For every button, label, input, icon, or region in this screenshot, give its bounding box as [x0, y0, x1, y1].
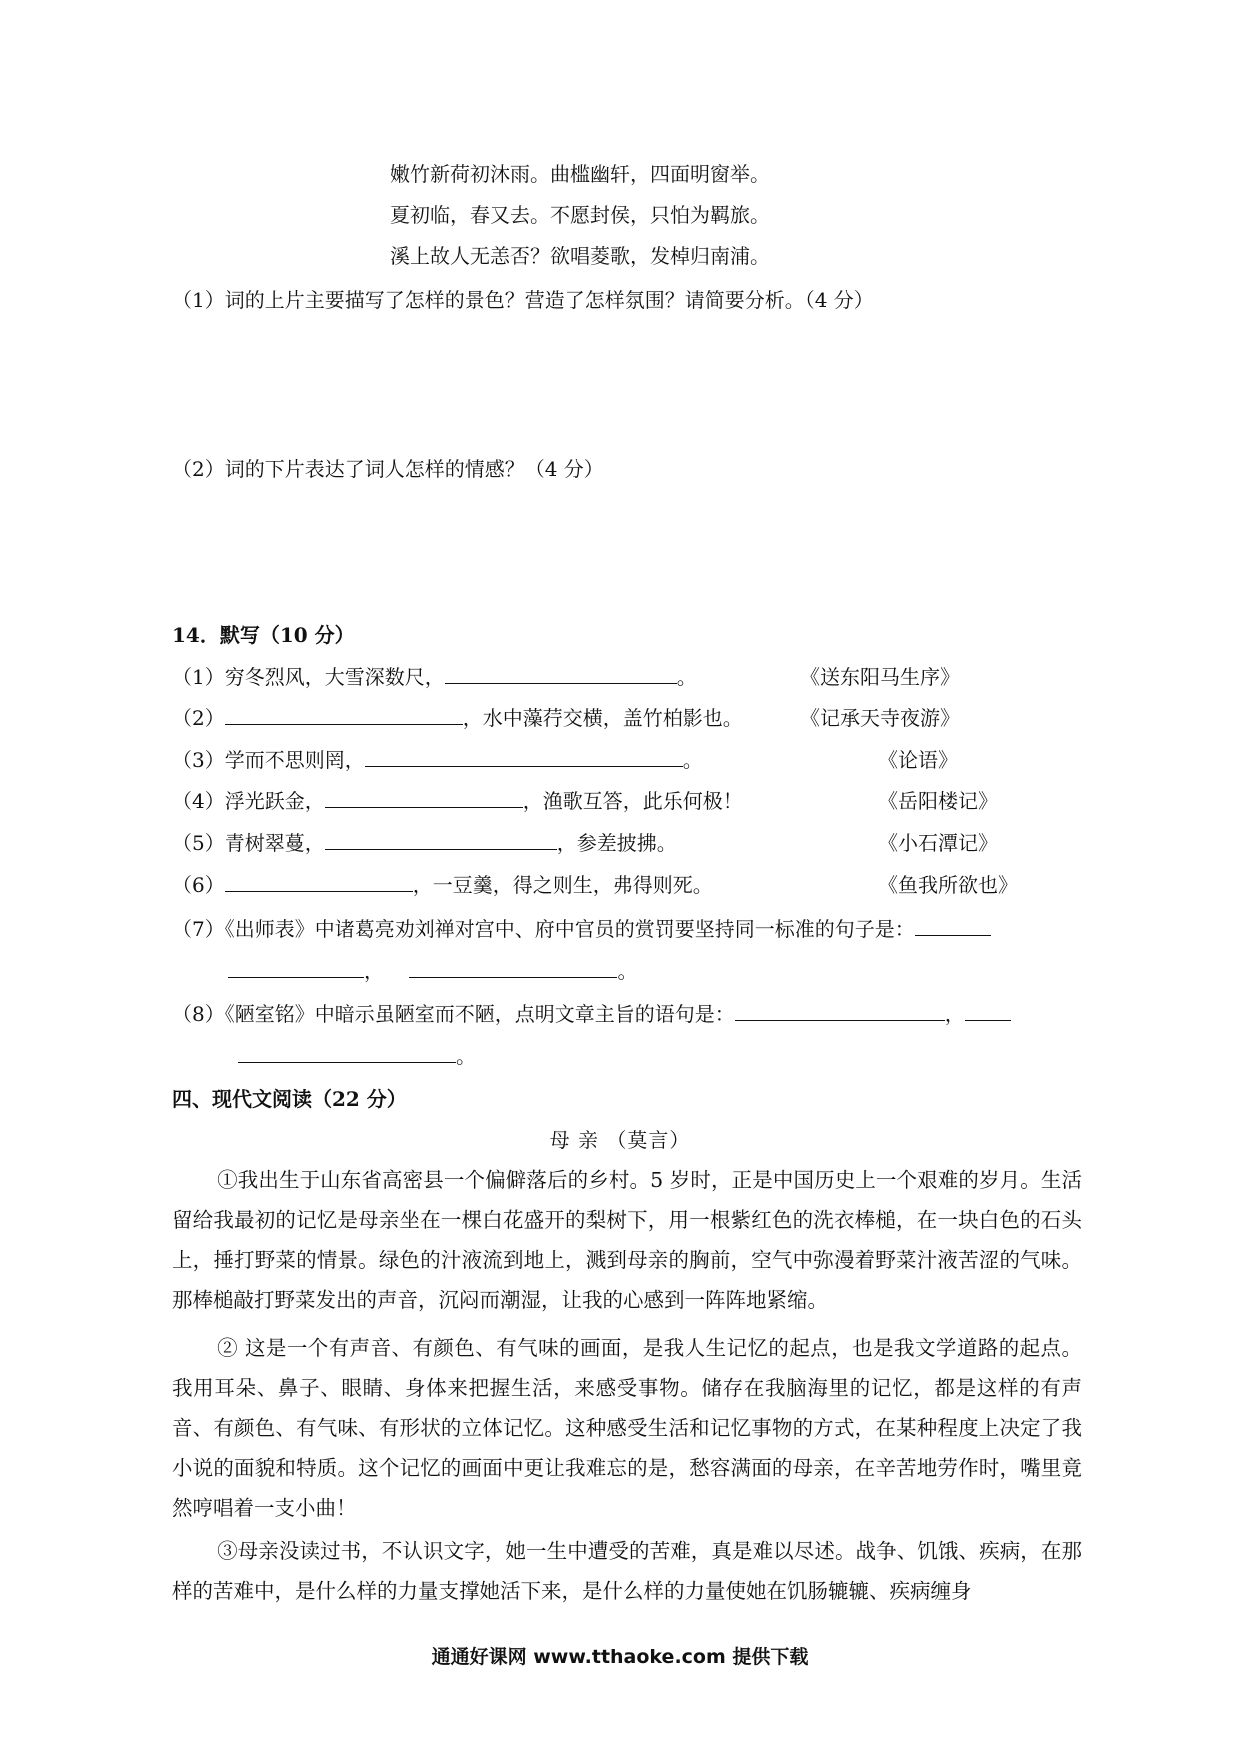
answer-blank[interactable] [325, 829, 557, 850]
answer-blank[interactable] [445, 663, 677, 684]
answer-blank[interactable] [735, 1000, 945, 1021]
q13-sub1: （1）词的上片主要描写了怎样的景色？营造了怎样氛围？请简要分析。（4 分） [172, 288, 874, 312]
q14-item-7-cont [228, 957, 637, 985]
answer-blank[interactable] [238, 1042, 456, 1063]
source-4: 《岳阳楼记》 [878, 789, 998, 813]
article-title: 母 亲 （莫言） [549, 1128, 691, 1152]
q14-item-3 [172, 746, 703, 774]
answer-blank[interactable] [365, 746, 683, 767]
item-suffix: ，渔歌互答，此乐何极！ [522, 789, 743, 813]
answer-blank[interactable] [225, 704, 463, 725]
source-6: 《鱼我所欲也》 [878, 873, 1018, 897]
item-suffix: 。 [676, 665, 697, 689]
q14-item-6 [172, 871, 713, 899]
item-suffix: ，参差披拂。 [556, 831, 677, 855]
item-prefix: （2） [172, 706, 225, 730]
q13-sub2: （2）词的下片表达了词人怎样的情感？（4 分） [172, 457, 604, 481]
source-3: 《论语》 [878, 748, 958, 772]
paragraph-2: ② 这是一个有声音、有颜色、有气味的画面，是我人生记忆的起点，也是我文学道路的起点。我用耳朵、鼻子、眼睛、身体来把握生活，来感受事物。储存在我脑海里的记忆，都是这样的有声音、有颜色、有气味、有形状的立体记忆。这种感受生活和记忆事物的方式，在某种程度上决定了我小说的面貌和特质。这个记忆的画面中更让我难忘的是，愁容满面的母亲，在辛苦地劳作时，嘴里竟然哼唱着一支小曲！ [172, 1336, 1082, 1520]
item-separator: ， [364, 959, 384, 983]
item-prefix: （5）青树翠蔓， [172, 831, 325, 855]
source-5: 《小石潭记》 [878, 831, 998, 855]
q14-item-8 [172, 1000, 1011, 1028]
poem-line-1: 嫩竹新荷初沐雨。曲槛幽轩，四面明窗举。 [390, 162, 770, 186]
item-question: （8）《陋室铭》中暗示虽陋室而不陋，点明文章主旨的语句是： [172, 1002, 735, 1026]
source-2: 《记承天寺夜游》 [800, 706, 960, 730]
answer-blank[interactable] [915, 915, 991, 936]
paragraph-3: ③母亲没读过书，不认识文字，她一生中遭受的苦难，真是难以尽述。战争、饥饿、疾病，在那样的苦难中，是什么样的力量支撑她活下来，是什么样的力量使她在饥肠辘辘、疾病缠身 [172, 1539, 1082, 1603]
item-end: 。 [456, 1044, 476, 1068]
q14-item-5 [172, 829, 677, 857]
answer-blank[interactable] [228, 957, 364, 978]
item-prefix: （1）穷冬烈风，大雪深数尺， [172, 665, 445, 689]
item-question: （7）《出师表》中诸葛亮劝刘禅对宫中、府中官员的赏罚要坚持同一标准的句子是： [172, 917, 915, 941]
poem-line-2: 夏初临，春又去。不愿封侯，只怕为羁旅。 [390, 203, 770, 227]
answer-blank[interactable] [225, 871, 413, 892]
paragraph-1: ①我出生于山东省高密县一个偏僻落后的乡村。5 岁时，正是中国历史上一个艰难的岁月。生活留给我最初的记忆是母亲坐在一棵白花盛开的梨树下，用一根紫红色的洗衣棒槌，在一块白色的石头上，捶打野菜的情景。绿色的汁液流到地上，溅到母亲的胸前，空气中弥漫着野菜汁液苦涩的气味。那棒槌敲打野菜发出的声音，沉闷而潮湿，让我的心感到一阵阵地紧缩。 [172, 1168, 1082, 1312]
page-footer: 通通好课网 www.tthaoke.com 提供下载 [431, 1646, 809, 1668]
q14-item-8-cont [238, 1042, 476, 1070]
answer-blank[interactable] [325, 787, 523, 808]
q14-item-2 [172, 704, 743, 732]
item-suffix: 。 [682, 748, 703, 772]
poem-line-3: 溪上故人无恙否？欲唱菱歌，发棹归南浦。 [390, 244, 770, 268]
q14-item-4 [172, 787, 743, 815]
q14-item-7 [172, 915, 991, 943]
q14-item-1 [172, 663, 697, 691]
item-prefix: （4）浮光跃金， [172, 789, 325, 813]
item-suffix: ，一豆羹，得之则生，弗得则死。 [412, 873, 713, 897]
section-heading: 四、现代文阅读（22 分） [172, 1087, 407, 1111]
item-suffix: ，水中藻荇交横，盖竹柏影也。 [462, 706, 743, 730]
item-prefix: （3）学而不思则罔， [172, 748, 365, 772]
item-separator: ， [944, 1002, 965, 1026]
q14-heading: 14．默写（10 分） [172, 623, 355, 647]
item-prefix: （6） [172, 873, 225, 897]
answer-blank[interactable] [965, 1000, 1011, 1021]
item-end: 。 [617, 959, 638, 983]
source-1: 《送东阳马生序》 [800, 665, 960, 689]
answer-blank[interactable] [409, 957, 617, 978]
